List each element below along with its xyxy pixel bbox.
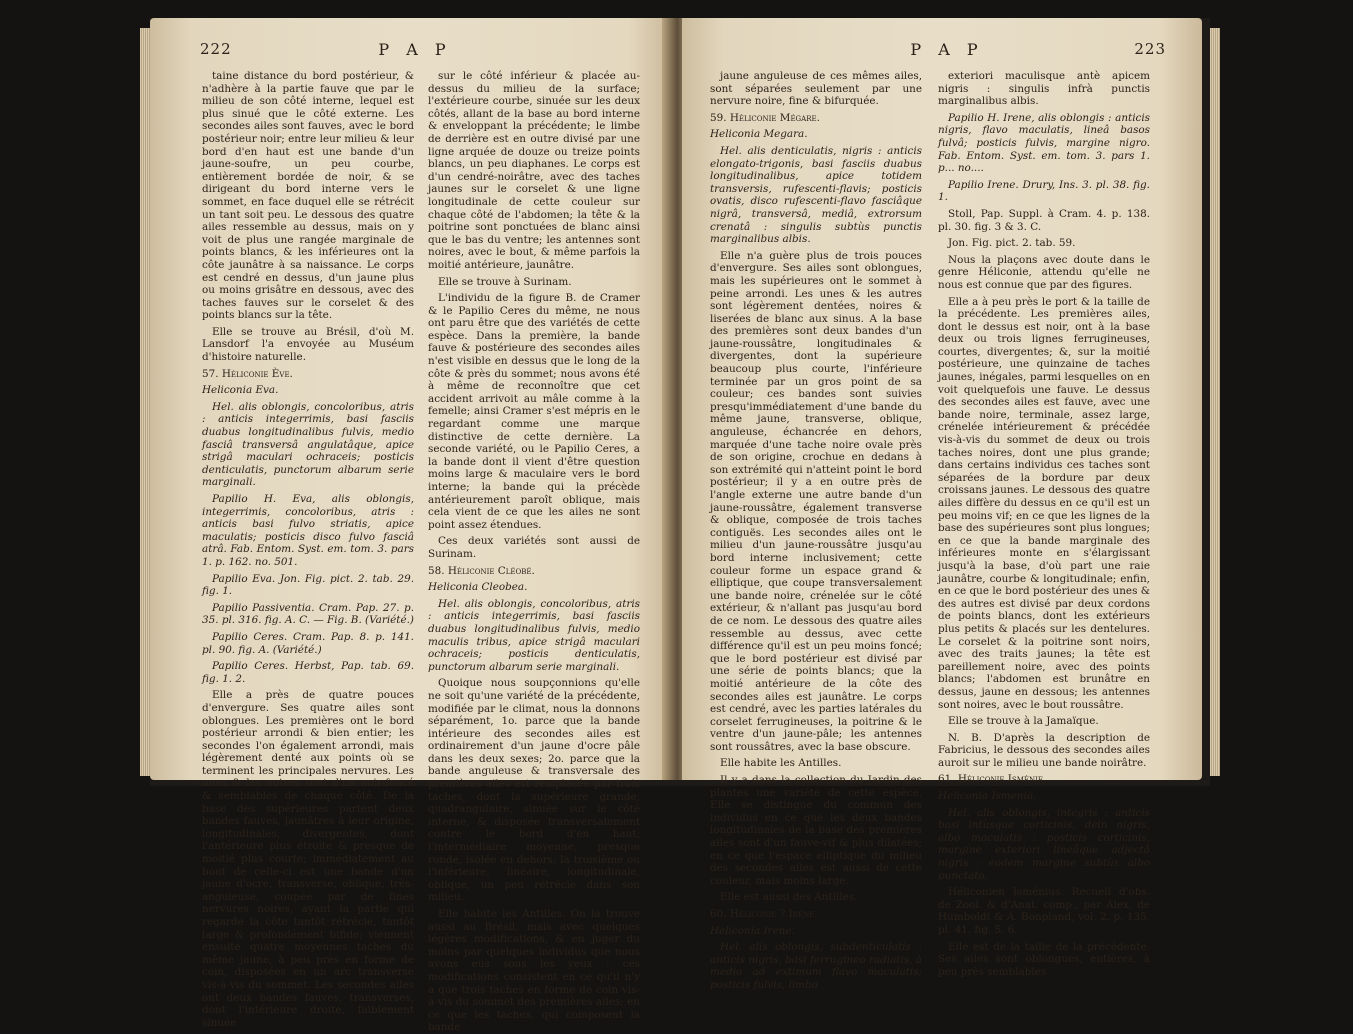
paragraph: Papilio Irene. Drury, Ins. 3. pl. 38. fig. 1. bbox=[938, 178, 1150, 204]
paragraph: taine distance du bord postérieur, & n'adhère à la partie fauve que par le milieu de son côté interne, lequel est plus sinué que le côté externe. Les secondes ailes sont fauves, avec le bord postérieur noir; entre leur milieu & leur bord d'en haut est une bande d'un jaune-soufre, un peu courbe, entièrement bordée de noir, & se dirigeant du bord interne vers le sommet, en face duquel elle se rétrécit un tant soit peu. Le dessous des quatre ailes ressemble au dessus, mais on y voit de plus une rangée marginale de points blancs, & les inférieures ont la côte jaunâtre à sa naissance. Le corps est cendré en dessus, d'un jaune plus ou moins grisâtre en dessous, avec des taches fauves sur le corselet & des points blancs sur la tête. bbox=[202, 70, 414, 322]
right-running-head: P A P bbox=[910, 40, 984, 59]
right-page-number: 223 bbox=[1134, 40, 1166, 58]
paragraph: Papilio Eva. Jon. Fig. pict. 2. tab. 29. fig. 1. bbox=[202, 572, 414, 598]
paragraph: Heliconia Ismenia. bbox=[938, 790, 1037, 803]
paragraph: Heliconia Megara. bbox=[710, 128, 808, 141]
paragraph: Stoll, Pap. Suppl. à Cram. 4. p. 138. pl. 30. fig. 3 & 3. C. bbox=[938, 207, 1150, 233]
left-column-2 bbox=[428, 70, 640, 1034]
paragraph: 57. Héliconie Ève. bbox=[202, 367, 293, 380]
left-page-number: 222 bbox=[200, 40, 232, 58]
paragraph: Elle est aussi des Antilles. bbox=[720, 891, 858, 904]
paragraph: N. B. D'après la description de Fabricius, le dessous des secondes ailes auroit sur le milieu une bande noirâtre. bbox=[938, 731, 1150, 769]
paragraph: 61. Héliconie Isménie. bbox=[938, 773, 1047, 786]
right-column-2 bbox=[938, 70, 1150, 978]
paragraph: Ces deux variétés sont aussi de Surinam. bbox=[428, 535, 640, 560]
paragraph: Papilio Ceres. Herbst, Pap. tab. 69. fig. 1. 2. bbox=[202, 660, 414, 685]
left-page-edges bbox=[140, 28, 150, 776]
paragraph: Hel. alis oblongis, subdenticulatis : anticis nigris, basi ferrugineo radiatis, à medio ad extimum flavo maculatis; posticis fulvis, limbo bbox=[710, 941, 922, 991]
paragraph: 58. Héliconie Cléobé. bbox=[428, 564, 535, 577]
paragraph: Héliconien Isménius. Recueil d'obs. de Zool. & d'Anat. comp., par Alex. de Humboldt & A. Bonpland, vol. 2. p. 135. pl. 41. fig. 5. 6. bbox=[938, 886, 1150, 936]
paragraph: Hel. alis oblongis, integris : anticis basi intùsque corticinis, dein nigris, albo maculatis : posticis corticinis, margine exteriori lineâque adjectâ nigris : eodem margine subtùs albo punctato. bbox=[938, 806, 1150, 882]
paragraph: jaune anguleuse de ces mêmes ailes, sont séparées seulement par une nervure noire, fine & bifurquée. bbox=[710, 70, 922, 108]
paragraph: Papilio Passiventia. Cram. Pap. 27. p. 35. pl. 316. fig. A. C. — Fig. B. (Variété.) bbox=[202, 601, 414, 627]
paragraph: Elle n'a guère plus de trois pouces d'envergure. Ses ailes sont oblongues, mais les supérieures ont le sommet à peine arrondi. Les unes & les autres sont légèrement dentées, noires & liserées de blanc aux sinus. A la base des premières sont deux bandes d'un jaune-roussâtre, longitudinales & divergentes, dont la supérieure beaucoup plus courte, l'inférieure terminée par un gros point de sa couleur; ces bandes sont suivies presqu'immédiatement d'une bande du même jaune, transverse, oblique, anguleuse, échancrée en dehors, marquée d'une tache noire ovale près de son origine, crochue en dedans à son extrémité qui n'atteint point le bord postérieur; il y a en outre près de l'angle externe une autre bande d'un jaune-roussâtre, également transverse & oblique, composée de trois taches contiguës. Les secondes ailes ont le milieu d'un jaune-roussâtre jusqu'au bord interne inclusivement; cette couleur forme un espace grand & elliptique, que coupe transversalement une bande noire, crénelée sur le côté extérieur, & n'allant pas jusqu'au bord de ce nom. Le dessous des quatre ailes ressemble au dessus, avec cette différence qu'il est un peu moins foncé; que le bord postérieur est divisé par une série de points blancs; que la moitié antérieure de la côte des secondes ailes est jaunâtre. Le corps est cendré, avec les parties latérales du corselet ferrugineuses, la poitrine & le ventre d'un jaune-pâle; les antennes sont roussâtres, avec la base obscure. bbox=[710, 249, 922, 753]
paragraph: Quoique nous soupçonnions qu'elle ne soit qu'une variété de la précédente, modifiée par le climat, nous la donnons séparément, 1o. parce que la bande intérieure des secondes ailes est ordinairement d'un jaune d'ocre pâle dans les deux sexes; 2o. parce que la bande anguleuse & transversale des premières ailes est remplacée par trois taches, dont la supérieure grande, quadrangulaire, sinuée sur le côté interne, & disposée transversalement contre le bord d'en haut; l'intermédiaire moyenne, presque ronde, isolée en dehors; la troisième ou l'inférieure, linéaire, longitudinale, oblique, un peu rétrécie dans son milieu. bbox=[428, 677, 640, 904]
paragraph: sur le côté inférieur & placée au-dessus du milieu de la surface; l'extérieure courbe, sinuée sur les deux côtés, allant de la base au bord interne & enveloppant la précédente; le limbe de derrière est en outre divisé par une ligne arquée de douze ou treize points blancs, un peu diaphanes. Le corps est d'un cendré-noirâtre, avec des taches jaunes sur le corselet & une ligne longitudinale de cette couleur sur chaque côté de l'abdomen; la tête & la poitrine sont ponctuées de blanc ainsi que le bas du ventre; les antennes sont noires, avec le bout, & même parfois la moitié antérieure, jaunâtre. bbox=[428, 70, 640, 271]
paragraph: Elle se trouve à la Jamaïque. bbox=[948, 715, 1099, 728]
paragraph: Elle habite les Antilles. On la trouve aussi au Brésil, mais avec quelques légères modifications, & en juger du moins par quelques individus que nous avons eus sous les yeux : ces modifications consistent en ce qu'il n'y a que trois taches en forme de coin vis-à-vis du sommet des premières ailes; en ce que les taches, qui composent la bande bbox=[428, 908, 640, 1034]
paragraph: Nous la plaçons avec doute dans le genre Héliconie, attendu qu'elle ne nous est connue que par des figures. bbox=[938, 253, 1150, 291]
paragraph: Papilio H. Eva, alis oblongis, integerrimis, concoloribus, atris : anticis basi fulvo striatis, apice maculatis; posticis disco fulvo fasciâ atrâ. Fab. Entom. Syst. em. tom. 3. pars 1. p. 162. no. 501. bbox=[202, 493, 414, 568]
paragraph: Elle se trouve au Brésil, d'où M. Lansdorf l'a envoyée au Muséum d'histoire naturelle. bbox=[202, 325, 414, 364]
left-page-header bbox=[190, 40, 640, 64]
paragraph: Il y a dans la collection du Jardin des plantes une variété de cette espèce. Elle se distingue du commun des individus en ce que les deux bandes longitudinales de la base des premières ailes sont d'un fauve-vif & plus dilatées; en ce que l'espace elliptique du milieu des secondes ailes est aussi de cette couleur, mais moins large. bbox=[710, 774, 922, 887]
paragraph: exteriori maculisque antè apicem nigris : singulis infrà punctis marginalibus albis. bbox=[938, 70, 1150, 108]
paragraph: Elle a près de quatre pouces d'envergure. Ses quatre ailes sont oblongues. Les premières ont le bord postérieur arrondi & bien entier; les secondes l'on également arrondi, mais légèrement denté aux points où se terminent les principales nervures. Les unes & les autres sont d'un noir-foncé & semblables de chaque côté. De la base des supérieures partent deux bandes fauves, jaunâtres à leur origine, longitudinales, divergentes, dont l'antérieure plus étroite & presque de moitié plus courte; immédiatement au bout de celle-ci est une bande d'un jaune d'ocre, transverse, oblique, très-anguleuse, coupée par de fines nervures noires, ayant la partie qui regarde la côte tantôt rétrécie, tantôt large & profondément bifide; viennent ensuite quatre moyennes taches du même jaune, à peu près en forme de coin, disposées en un arc transverse vis-à-vis du sommet. Les secondes ailes ont deux bandes fauves, transverses, dont l'intérieure droite, faiblement sinuée bbox=[202, 689, 414, 1029]
right-column-1 bbox=[710, 70, 922, 991]
open-book bbox=[150, 18, 1210, 1034]
paragraph: 60. Héliconie ? Irène. bbox=[710, 908, 818, 920]
paragraph: 59. Héliconie Mégare. bbox=[710, 111, 820, 124]
right-page bbox=[682, 18, 1202, 991]
right-page-edges bbox=[1210, 28, 1220, 776]
paragraph: L'individu de la figure B. de Cramer & le Papilio Ceres du même, ne nous ont paru être que des variétés de cette espèce. Dans la première, la bande fauve & postérieure des secondes ailes n'est visible en dessus que le long de la côte & près du sommet; nous avons été à même de reconnoître que cet accident arrivoit au mâle comme à la femelle; ainsi Cramer s'est mépris en le regardant comme une marque distinctive de cette dernière. La seconde variété, ou le Papilio Ceres, a la bande dont il vient d'être question moins large & maculaire vers le bord interne; la bande qui la précède antérieurement paroît oblique, mais cela vient de ce que les ailes ne sont point assez étendues. bbox=[428, 292, 640, 531]
paragraph: Papilio Ceres. Cram. Pap. 8. p. 141. pl. 90. fig. A. (Variété.) bbox=[202, 630, 414, 656]
paragraph: Hel. alis oblongis, concoloribus, atris : anticis integerrimis, basi fasciis duabus longitudinalibus fulvis, medio fasciâ transversâ angulatâque, apice strigâ maculari ochraceis; posticis denticulatis, punctorum albarum serie marginali. bbox=[202, 400, 414, 489]
paragraph: Jon. Fig. pict. 2. tab. 59. bbox=[948, 237, 1076, 250]
paragraph: Papilio H. Irene, alis oblongis : anticis nigris, flavo maculatis, lineâ basos fulvâ; posticis fulvis, margine nigro. Fab. Entom. Syst. em. tom. 3. pars 1. p... no.... bbox=[938, 111, 1150, 175]
paragraph: Heliconia Cleobea. bbox=[428, 581, 528, 594]
right-page-header bbox=[722, 40, 1172, 64]
left-column-1 bbox=[202, 70, 414, 1029]
paragraph: Elle se trouve à Surinam. bbox=[438, 275, 572, 288]
paragraph: Hel. alis oblongis, concoloribus, atris : anticis integerrimis, basi fasciis duabus longitudinalibus fulvis, medio maculis tribus, apice strigâ maculari ochraceis; posticis denticulatis, punctorum albarum serie marginali. bbox=[428, 597, 640, 673]
left-page bbox=[150, 18, 670, 1034]
paragraph: Elle habite les Antilles. bbox=[720, 757, 842, 770]
paragraph: Hel. alis denticulatis, nigris : anticis elongato-trigonis, basi fasciis duabus longitudinalibus, apice totidem transversis, rufescenti-flavis; posticis ovatis, disco rufescenti-flavo fasciâque nigrâ, transversâ, mediâ, extrorsum crenatâ : singulis subtùs punctis marginalibus albis. bbox=[710, 144, 922, 246]
paragraph: Heliconia Eva. bbox=[202, 384, 279, 397]
paragraph: Heliconia Irene. bbox=[710, 924, 795, 937]
left-running-head: P A P bbox=[378, 40, 452, 59]
paragraph: Elle a à peu près le port & la taille de la précédente. Les premières ailes, dont le dessus est noir, ont à la base deux ou trois lignes ferrugineuses, courtes, divergentes; &, sur la moitié postérieure, une quinzaine de taches jaunes, inégales, parmi lesquelles on en voit quelquefois une fauve. Le dessus des secondes ailes est fauve, avec une bande noire, terminale, assez large, crénelée intérieurement & précédée vis-à-vis du sommet de deux ou trois taches noires, dont une plus grande; dans certains individus ces taches sont séparées de la bordure par deux croissans jaunes. Le dessous des quatre ailes diffère du dessus en ce qu'il est un peu moins vif; en ce que les lignes de la base des supérieures sont plus longues; en ce que la bande marginale des inférieures monte en s'élargissant jusqu'à la base, d'où part une raie jaunâtre, courbe & longitudinale; enfin, en ce que le bord postérieur des unes & des autres est divisé par deux cordons de points blancs, dont les extérieurs plus petits & placés sur les dentelures. Le corselet & la poitrine sont noirs, avec des traits jaunes; la tête est pareillement noire, avec des points blancs; l'abdomen est brunâtre en dessus, jaune en dessous; les antennes sont noires, avec le bout roussâtre. bbox=[938, 295, 1150, 711]
paragraph: Elle est de la taille de la précédente. Ses ailes sont oblongues, entières, à peu près semblables bbox=[938, 940, 1150, 978]
